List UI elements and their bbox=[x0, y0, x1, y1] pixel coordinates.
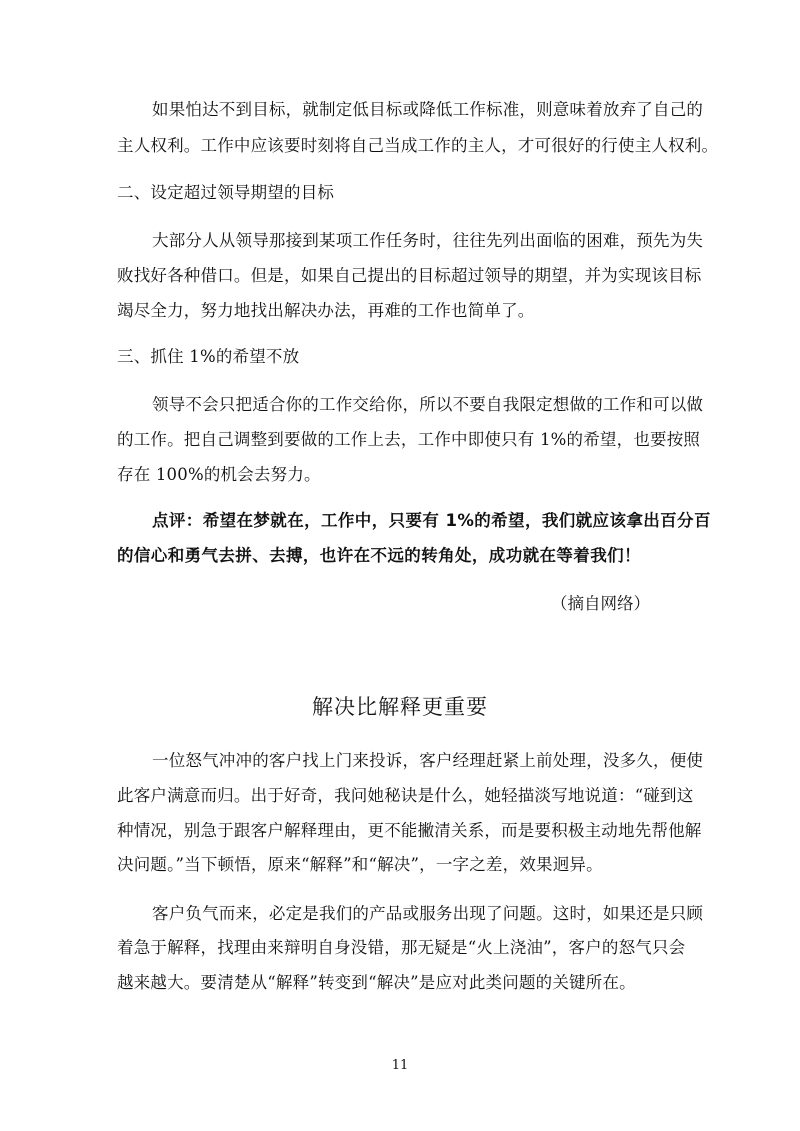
paragraph-line: 主人权利。工作中应该要时刻将自己当成工作的主人，才可很好的行使主人权利。 bbox=[117, 136, 719, 155]
paragraph-line: 如果怕达不到目标，就制定低目标或降低工作标准，则意味着放弃了自己的 bbox=[152, 100, 704, 119]
paragraph-line: 存在 100%的机会去努力。 bbox=[117, 465, 321, 484]
paragraph-line: 着急于解释，找理由来辩明自身没错，那无疑是“火上浇油”，客户的怒气只会 bbox=[117, 938, 686, 957]
paragraph-line: 种情况，别急于跟客户解释理由，更不能撇清关系，而是要积极主动地先帮他解 bbox=[117, 821, 702, 840]
paragraph-line: 客户负气而来，必定是我们的产品或服务出现了问题。这时，如果还是只顾 bbox=[152, 904, 704, 923]
section-heading: 二、设定超过领导期望的目标 bbox=[117, 183, 335, 202]
paragraph-line: 决问题。”当下顿悟，原来“解释”和“解决”，一字之差，效果迥异。 bbox=[117, 855, 603, 874]
paragraph-line: 领导不会只把适合你的工作交给你，所以不要自我限定想做的工作和可以做 bbox=[152, 395, 704, 414]
section-heading: 三、抓住 1%的希望不放 bbox=[117, 347, 300, 366]
paragraph-line: 的工作。把自己调整到要做的工作上去，工作中即使只有 1%的希望，也要按照 bbox=[117, 430, 701, 449]
comment-line: 的信心和勇气去拼、去搏，也许在不远的转角处，成功就在等着我们！ bbox=[117, 546, 641, 565]
comment-line: 点评：希望在梦就在，工作中，只要有 1%的希望，我们就应该拿出百分百 bbox=[152, 511, 711, 530]
paragraph-line: 大部分人从领导那接到某项工作任务时，往往先列出面临的困难，预先为失 bbox=[152, 231, 704, 250]
paragraph-line: 越来越大。要清楚从“解释”转变到“解决”是应对此类问题的关键所在。 bbox=[117, 973, 636, 992]
paragraph-line: 败找好各种借口。但是，如果自己提出的目标超过领导的期望，并为实现该目标 bbox=[117, 266, 702, 285]
source-note: （摘自网络） bbox=[551, 594, 650, 613]
paragraph-line: 一位怒气冲冲的客户找上门来投诉，客户经理赶紧上前处理，没多久，便使 bbox=[152, 751, 704, 770]
paragraph-line: 此客户满意而归。出于好奇，我问她秘诀是什么，她轻描淡写地说道：“碰到这 bbox=[117, 786, 694, 805]
page-number: 11 bbox=[391, 1058, 409, 1073]
article-title: 解决比解释更重要 bbox=[312, 695, 488, 719]
paragraph-line: 竭尽全力，努力地找出解决办法，再难的工作也简单了。 bbox=[117, 301, 535, 320]
